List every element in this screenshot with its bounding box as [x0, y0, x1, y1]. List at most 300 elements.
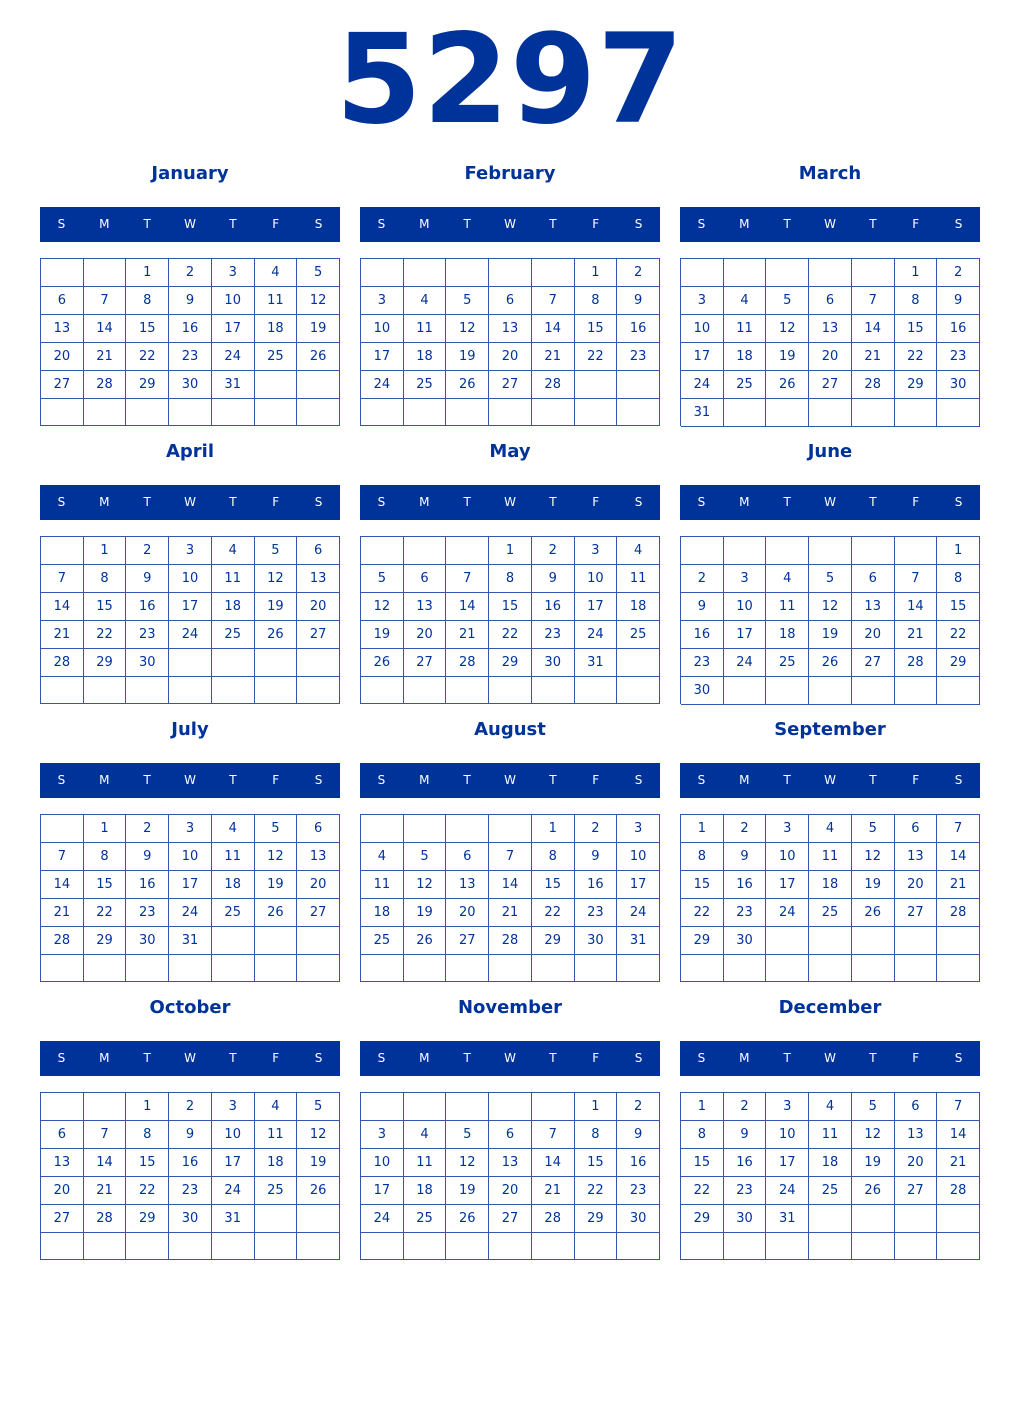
empty-day-cell [766, 927, 809, 955]
day-cell: 29 [532, 927, 575, 955]
weekday-label: W [504, 495, 516, 509]
day-cell: 26 [255, 899, 298, 927]
day-cell: 16 [126, 871, 169, 899]
day-cell: 22 [126, 1177, 169, 1205]
day-grid [360, 258, 660, 426]
day-cell: 10 [766, 1121, 809, 1149]
day-cell: 24 [617, 899, 660, 927]
day-cell: 19 [852, 871, 895, 899]
empty-day-cell [766, 1233, 809, 1260]
day-cell: 24 [169, 621, 212, 649]
day-cell: 1 [895, 259, 938, 287]
day-cell: 15 [532, 871, 575, 899]
day-cell: 7 [532, 287, 575, 315]
day-cell: 28 [489, 927, 532, 955]
day-cell: 29 [126, 1205, 169, 1233]
day-cell: 1 [681, 815, 724, 843]
weekday-header [680, 485, 980, 520]
empty-day-cell [489, 399, 532, 426]
day-cell: 19 [809, 621, 852, 649]
empty-day-cell [404, 955, 447, 982]
empty-day-cell [617, 677, 660, 704]
day-cell: 9 [169, 287, 212, 315]
day-cell: 4 [212, 815, 255, 843]
weekday-label: T [229, 773, 237, 787]
day-cell: 16 [724, 1149, 767, 1177]
day-cell: 7 [895, 565, 938, 593]
day-cell: 24 [361, 371, 404, 399]
empty-day-cell [84, 259, 127, 287]
weekday-label: S [697, 1051, 706, 1065]
empty-day-cell [724, 259, 767, 287]
day-cell: 11 [724, 315, 767, 343]
day-cell: 30 [724, 1205, 767, 1233]
day-cell: 22 [84, 899, 127, 927]
day-cell: 27 [41, 371, 84, 399]
day-cell: 15 [84, 593, 127, 621]
day-grid [680, 1092, 980, 1260]
day-cell: 17 [681, 343, 724, 371]
day-cell: 27 [297, 621, 340, 649]
day-cell: 10 [361, 315, 404, 343]
weekday-label: W [824, 495, 836, 509]
day-cell: 12 [255, 843, 298, 871]
day-cell: 20 [404, 621, 447, 649]
day-cell: 4 [255, 259, 298, 287]
empty-day-cell [489, 677, 532, 704]
day-cell: 7 [852, 287, 895, 315]
day-cell: 21 [489, 899, 532, 927]
day-cell: 27 [404, 649, 447, 677]
day-cell: 31 [575, 649, 618, 677]
empty-day-cell [255, 1205, 298, 1233]
empty-day-cell [575, 955, 618, 982]
day-cell: 21 [84, 343, 127, 371]
weekday-label: M [99, 773, 110, 787]
day-cell: 15 [575, 315, 618, 343]
empty-day-cell [361, 259, 404, 287]
weekday-header [40, 1041, 340, 1076]
day-cell: 21 [895, 621, 938, 649]
weekday-label: W [504, 1051, 516, 1065]
day-cell: 13 [809, 315, 852, 343]
empty-day-cell [766, 259, 809, 287]
day-grid [360, 814, 660, 982]
weekday-label: F [272, 495, 280, 509]
weekday-label: S [954, 1051, 963, 1065]
day-cell: 29 [681, 927, 724, 955]
empty-day-cell [446, 259, 489, 287]
empty-day-cell [809, 399, 852, 427]
day-cell: 20 [297, 593, 340, 621]
weekday-label: S [377, 495, 386, 509]
day-cell: 29 [126, 371, 169, 399]
day-cell: 8 [575, 1121, 618, 1149]
day-cell: 31 [212, 371, 255, 399]
day-cell: 8 [84, 843, 127, 871]
day-cell: 9 [575, 843, 618, 871]
day-cell: 22 [937, 621, 980, 649]
weekday-label: S [377, 217, 386, 231]
empty-day-cell [532, 259, 575, 287]
weekday-label: W [824, 1051, 836, 1065]
empty-day-cell [404, 399, 447, 426]
day-cell: 28 [84, 1205, 127, 1233]
month-title: July [171, 719, 209, 740]
day-cell: 7 [84, 1121, 127, 1149]
day-cell: 27 [489, 1205, 532, 1233]
day-cell: 5 [446, 287, 489, 315]
empty-day-cell [212, 1233, 255, 1260]
day-cell: 30 [724, 927, 767, 955]
day-cell: 8 [681, 1121, 724, 1149]
day-cell: 3 [169, 537, 212, 565]
day-cell: 19 [255, 593, 298, 621]
day-cell: 20 [489, 343, 532, 371]
day-cell: 30 [575, 927, 618, 955]
day-cell: 14 [446, 593, 489, 621]
empty-day-cell [766, 537, 809, 565]
day-cell: 18 [809, 871, 852, 899]
weekday-label: F [272, 1051, 280, 1065]
day-cell: 21 [41, 621, 84, 649]
day-cell: 6 [41, 287, 84, 315]
day-cell: 20 [489, 1177, 532, 1205]
weekday-label: F [592, 217, 600, 231]
empty-day-cell [809, 1233, 852, 1260]
day-grid [40, 814, 340, 982]
day-cell: 31 [766, 1205, 809, 1233]
day-cell: 22 [126, 343, 169, 371]
day-cell: 7 [41, 565, 84, 593]
day-cell: 6 [489, 1121, 532, 1149]
day-cell: 11 [766, 593, 809, 621]
day-cell: 11 [212, 565, 255, 593]
day-cell: 5 [255, 537, 298, 565]
empty-day-cell [489, 259, 532, 287]
weekday-label: T [143, 217, 151, 231]
empty-day-cell [297, 1233, 340, 1260]
day-cell: 17 [212, 315, 255, 343]
day-cell: 18 [724, 343, 767, 371]
empty-day-cell [41, 677, 84, 704]
day-cell: 30 [126, 927, 169, 955]
empty-day-cell [255, 955, 298, 982]
empty-day-cell [126, 677, 169, 704]
day-cell: 2 [126, 815, 169, 843]
empty-day-cell [446, 537, 489, 565]
empty-day-cell [895, 1233, 938, 1260]
day-cell: 30 [617, 1205, 660, 1233]
day-cell: 9 [724, 843, 767, 871]
day-cell: 1 [575, 1093, 618, 1121]
day-cell: 17 [169, 593, 212, 621]
weekday-label: F [912, 1051, 920, 1065]
weekday-label: S [377, 1051, 386, 1065]
day-cell: 2 [169, 259, 212, 287]
day-cell: 4 [212, 537, 255, 565]
empty-day-cell [532, 1233, 575, 1260]
empty-day-cell [809, 677, 852, 705]
day-cell: 22 [895, 343, 938, 371]
day-cell: 21 [446, 621, 489, 649]
day-cell: 28 [532, 371, 575, 399]
weekday-label: F [912, 773, 920, 787]
day-cell: 16 [724, 871, 767, 899]
weekday-label: T [783, 773, 791, 787]
day-cell: 10 [766, 843, 809, 871]
weekday-label: S [634, 495, 643, 509]
day-cell: 17 [361, 1177, 404, 1205]
day-cell: 27 [895, 899, 938, 927]
day-cell: 13 [446, 871, 489, 899]
day-cell: 27 [809, 371, 852, 399]
empty-day-cell [297, 371, 340, 399]
day-cell: 25 [617, 621, 660, 649]
day-cell: 3 [361, 287, 404, 315]
day-cell: 1 [575, 259, 618, 287]
day-cell: 28 [937, 1177, 980, 1205]
empty-day-cell [532, 399, 575, 426]
weekday-label: S [57, 773, 66, 787]
empty-day-cell [852, 537, 895, 565]
day-cell: 8 [575, 287, 618, 315]
empty-day-cell [255, 399, 298, 426]
day-grid [680, 814, 980, 982]
weekday-label: M [99, 217, 110, 231]
day-cell: 10 [361, 1149, 404, 1177]
month-title: August [474, 719, 546, 740]
empty-day-cell [297, 677, 340, 704]
day-cell: 9 [724, 1121, 767, 1149]
day-cell: 2 [681, 565, 724, 593]
day-cell: 3 [617, 815, 660, 843]
month-title: February [464, 163, 556, 184]
day-cell: 27 [852, 649, 895, 677]
month-title: September [774, 719, 886, 740]
day-cell: 25 [766, 649, 809, 677]
day-cell: 26 [361, 649, 404, 677]
day-cell: 9 [169, 1121, 212, 1149]
empty-day-cell [895, 677, 938, 705]
day-cell: 6 [297, 815, 340, 843]
day-cell: 2 [126, 537, 169, 565]
empty-day-cell [852, 259, 895, 287]
day-cell: 14 [532, 1149, 575, 1177]
day-cell: 28 [41, 927, 84, 955]
weekday-label: F [912, 217, 920, 231]
day-cell: 5 [361, 565, 404, 593]
day-cell: 27 [297, 899, 340, 927]
empty-day-cell [809, 1205, 852, 1233]
weekday-label: T [549, 1051, 557, 1065]
day-cell: 9 [681, 593, 724, 621]
empty-day-cell [617, 371, 660, 399]
day-cell: 14 [84, 1149, 127, 1177]
empty-day-cell [41, 1233, 84, 1260]
day-cell: 16 [575, 871, 618, 899]
weekday-label: S [697, 495, 706, 509]
day-cell: 11 [617, 565, 660, 593]
day-cell: 12 [404, 871, 447, 899]
weekday-label: S [314, 1051, 323, 1065]
day-cell: 24 [361, 1205, 404, 1233]
day-cell: 12 [446, 1149, 489, 1177]
day-cell: 27 [489, 371, 532, 399]
day-cell: 26 [297, 1177, 340, 1205]
day-cell: 21 [41, 899, 84, 927]
weekday-label: S [697, 217, 706, 231]
day-cell: 16 [937, 315, 980, 343]
empty-day-cell [809, 537, 852, 565]
day-cell: 1 [126, 1093, 169, 1121]
empty-day-cell [84, 955, 127, 982]
day-cell: 12 [361, 593, 404, 621]
day-cell: 5 [297, 1093, 340, 1121]
day-cell: 23 [681, 649, 724, 677]
day-cell: 4 [404, 1121, 447, 1149]
empty-day-cell [895, 1205, 938, 1233]
day-cell: 10 [617, 843, 660, 871]
weekday-header [680, 207, 980, 242]
day-cell: 1 [84, 537, 127, 565]
day-cell: 23 [937, 343, 980, 371]
day-cell: 19 [297, 315, 340, 343]
day-cell: 24 [212, 343, 255, 371]
day-cell: 2 [724, 815, 767, 843]
day-cell: 8 [681, 843, 724, 871]
day-cell: 15 [937, 593, 980, 621]
day-cell: 10 [212, 287, 255, 315]
day-cell: 9 [126, 843, 169, 871]
empty-day-cell [766, 955, 809, 982]
day-cell: 7 [489, 843, 532, 871]
day-cell: 9 [617, 1121, 660, 1149]
day-cell: 12 [255, 565, 298, 593]
empty-day-cell [126, 1233, 169, 1260]
day-cell: 19 [361, 621, 404, 649]
day-cell: 24 [575, 621, 618, 649]
day-cell: 16 [681, 621, 724, 649]
day-cell: 9 [532, 565, 575, 593]
empty-day-cell [681, 955, 724, 982]
empty-day-cell [41, 399, 84, 426]
day-cell: 10 [212, 1121, 255, 1149]
weekday-label: T [143, 773, 151, 787]
day-grid [40, 536, 340, 704]
day-cell: 11 [809, 1121, 852, 1149]
day-cell: 17 [169, 871, 212, 899]
day-cell: 29 [937, 649, 980, 677]
day-cell: 18 [809, 1149, 852, 1177]
weekday-label: M [739, 773, 750, 787]
day-cell: 9 [937, 287, 980, 315]
empty-day-cell [84, 399, 127, 426]
weekday-label: M [419, 1051, 430, 1065]
day-cell: 12 [766, 315, 809, 343]
day-cell: 26 [852, 899, 895, 927]
day-cell: 8 [937, 565, 980, 593]
day-cell: 12 [446, 315, 489, 343]
day-cell: 7 [532, 1121, 575, 1149]
day-cell: 5 [297, 259, 340, 287]
day-cell: 2 [617, 1093, 660, 1121]
empty-day-cell [937, 677, 980, 705]
empty-day-cell [724, 677, 767, 705]
day-cell: 3 [575, 537, 618, 565]
day-cell: 18 [404, 1177, 447, 1205]
empty-day-cell [169, 677, 212, 704]
day-cell: 22 [575, 1177, 618, 1205]
weekday-label: M [739, 495, 750, 509]
empty-day-cell [575, 371, 618, 399]
day-cell: 28 [895, 649, 938, 677]
weekday-label: S [314, 773, 323, 787]
empty-day-cell [126, 399, 169, 426]
weekday-label: S [954, 495, 963, 509]
weekday-label: T [463, 1051, 471, 1065]
empty-day-cell [255, 927, 298, 955]
day-cell: 15 [681, 1149, 724, 1177]
day-cell: 17 [212, 1149, 255, 1177]
day-cell: 21 [532, 343, 575, 371]
day-cell: 7 [446, 565, 489, 593]
empty-day-cell [895, 399, 938, 427]
weekday-label: M [99, 495, 110, 509]
day-cell: 29 [84, 649, 127, 677]
month-title: January [151, 163, 229, 184]
weekday-label: T [143, 1051, 151, 1065]
day-cell: 13 [404, 593, 447, 621]
day-cell: 26 [404, 927, 447, 955]
day-cell: 24 [681, 371, 724, 399]
day-cell: 23 [126, 899, 169, 927]
weekday-label: F [592, 773, 600, 787]
day-cell: 12 [297, 287, 340, 315]
day-cell: 5 [404, 843, 447, 871]
empty-day-cell [532, 1093, 575, 1121]
weekday-label: M [739, 217, 750, 231]
weekday-label: W [184, 773, 196, 787]
day-cell: 19 [446, 343, 489, 371]
day-cell: 14 [489, 871, 532, 899]
day-cell: 7 [937, 815, 980, 843]
day-cell: 2 [575, 815, 618, 843]
day-cell: 18 [255, 315, 298, 343]
day-cell: 16 [617, 1149, 660, 1177]
empty-day-cell [404, 537, 447, 565]
day-cell: 23 [532, 621, 575, 649]
empty-day-cell [169, 955, 212, 982]
day-cell: 22 [681, 899, 724, 927]
day-cell: 28 [532, 1205, 575, 1233]
empty-day-cell [852, 677, 895, 705]
weekday-label: T [229, 495, 237, 509]
empty-day-cell [852, 399, 895, 427]
day-cell: 30 [169, 371, 212, 399]
weekday-label: M [419, 495, 430, 509]
day-cell: 16 [532, 593, 575, 621]
day-cell: 8 [126, 287, 169, 315]
empty-day-cell [169, 1233, 212, 1260]
weekday-label: S [954, 773, 963, 787]
empty-day-cell [617, 649, 660, 677]
day-cell: 19 [852, 1149, 895, 1177]
empty-day-cell [895, 955, 938, 982]
day-cell: 25 [404, 371, 447, 399]
weekday-header [360, 485, 660, 520]
empty-day-cell [404, 1093, 447, 1121]
